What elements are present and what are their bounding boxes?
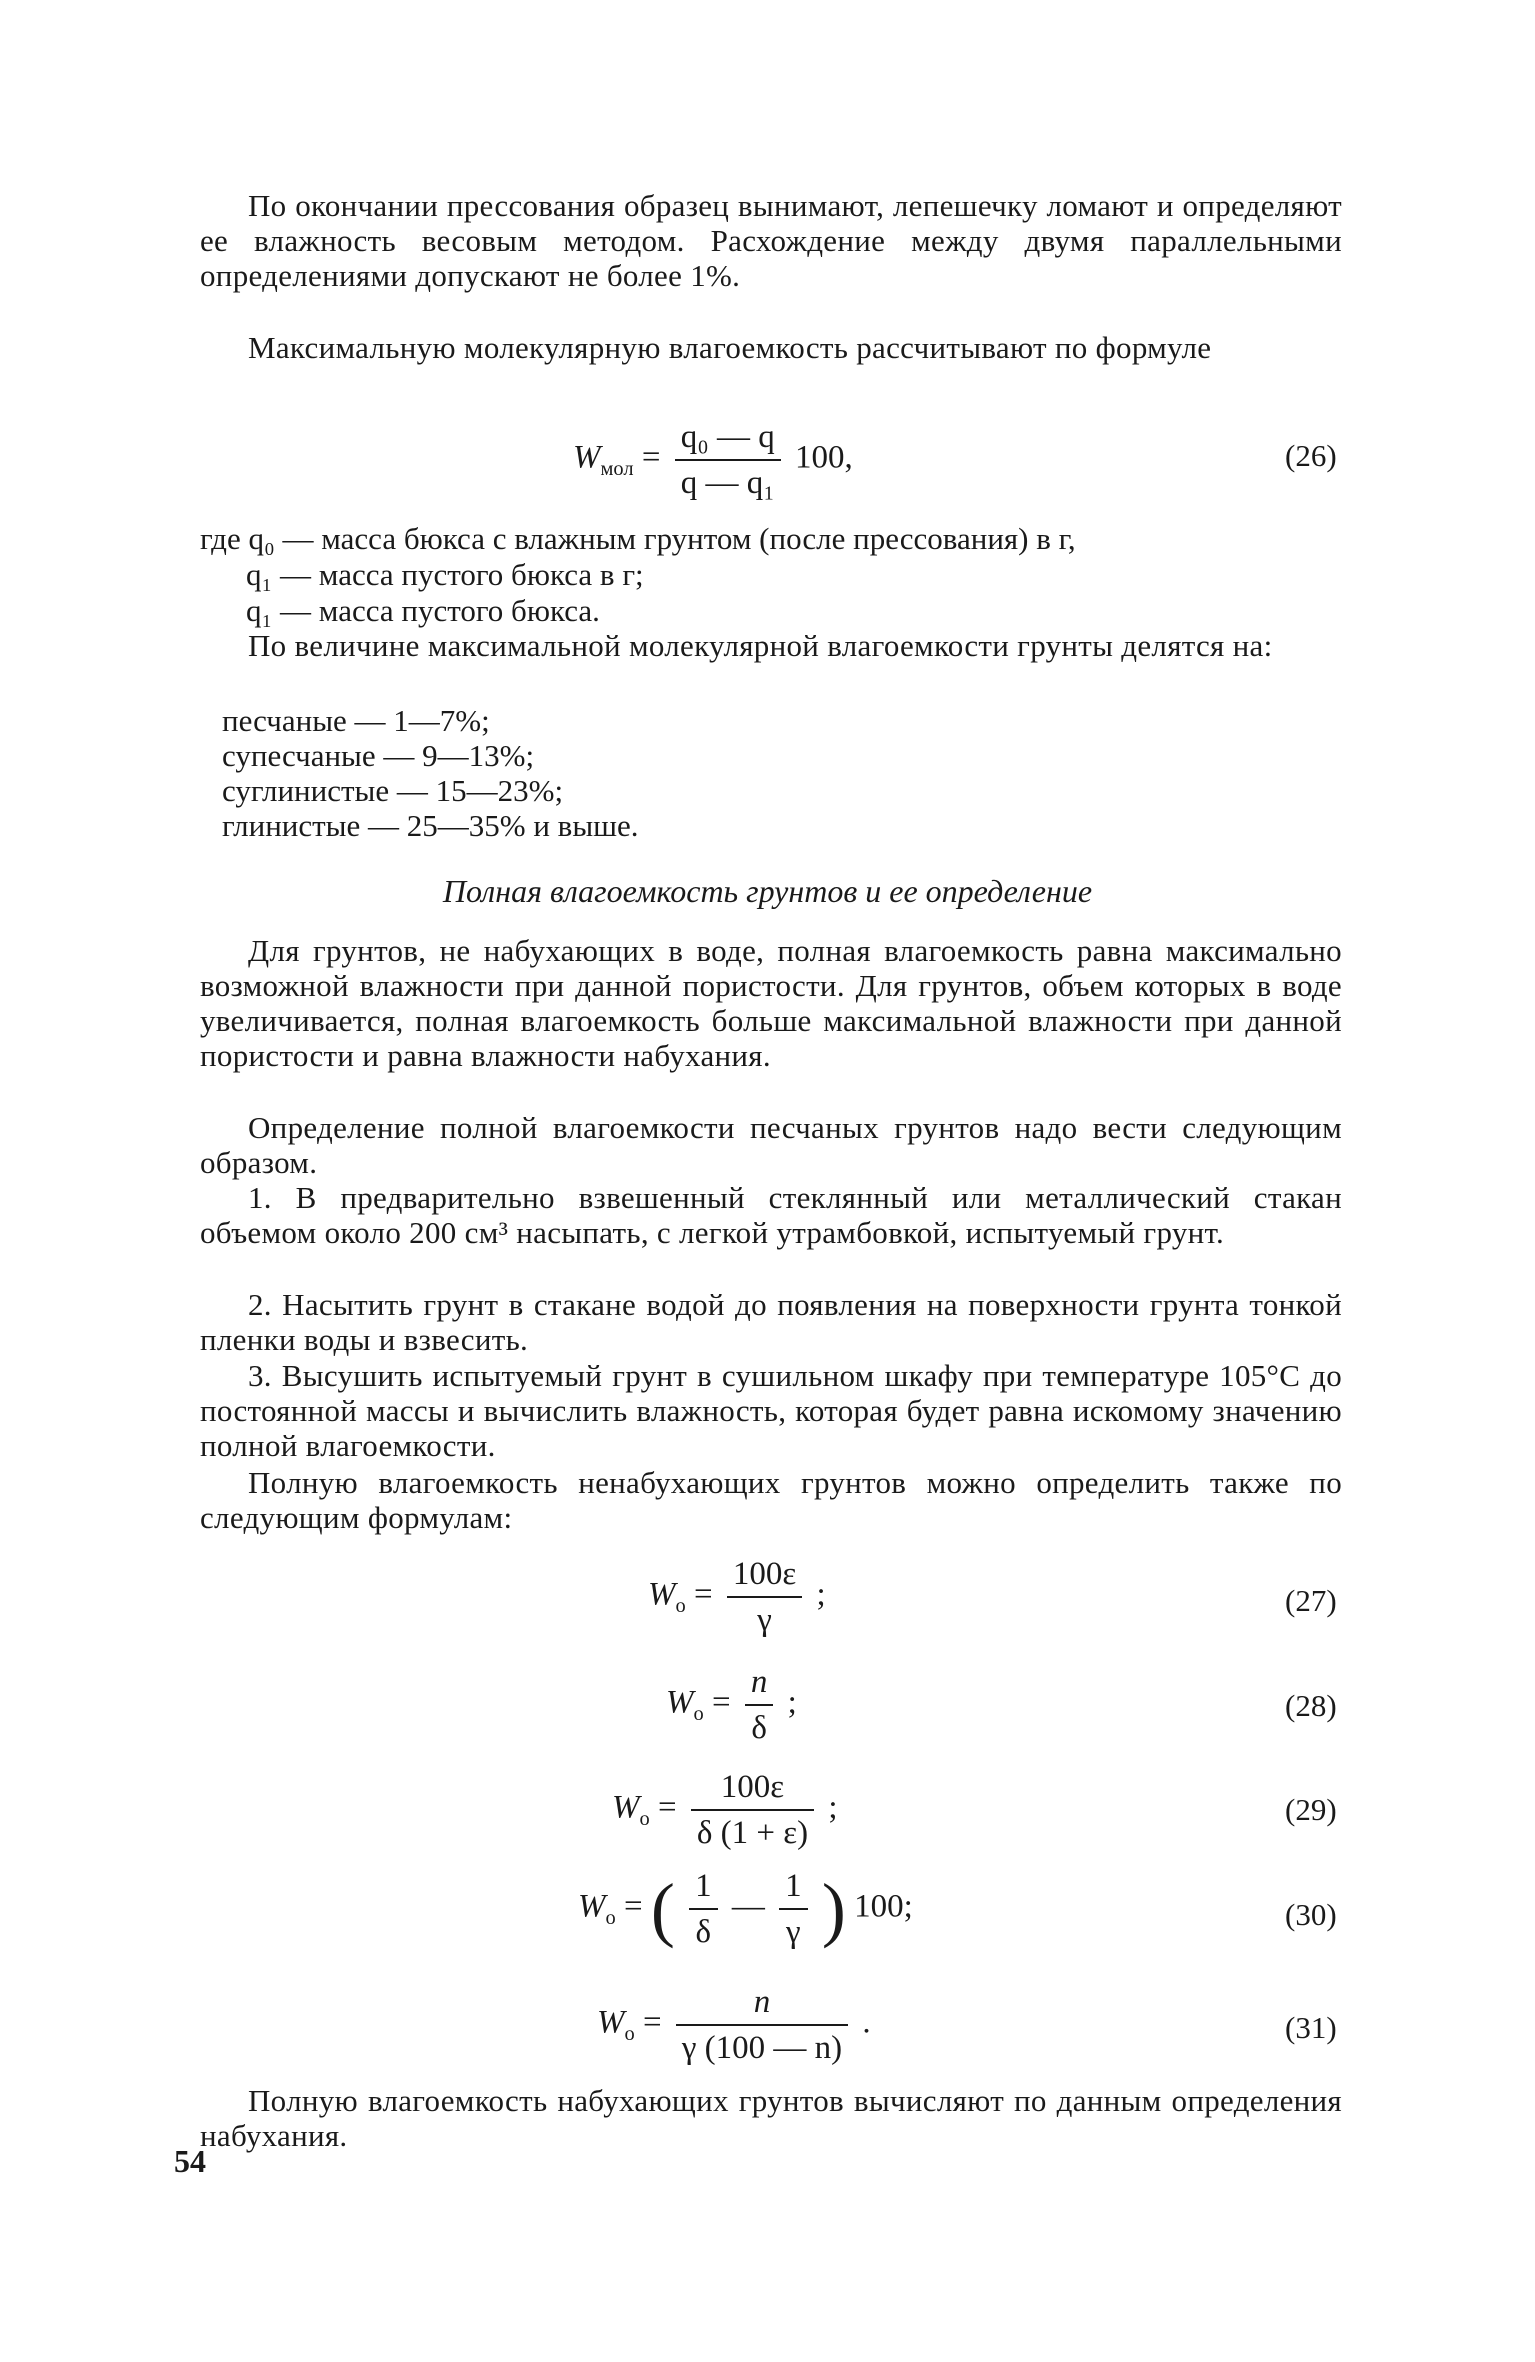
equation-number-30: (30) — [1285, 1897, 1337, 1932]
procedure-step-3: 3. Высушить испытуемый грунт в сушильном шкафу при температуре 105°С до постоянной массы и вычислить влажность, которая будет равна искомому значению полной влагоемкости. — [200, 1358, 1342, 1463]
formula-27: $W_о$ = $\frac{100\varepsilon}{\gamma}$ ; — [648, 1556, 826, 1638]
paragraph-pressing: По окончании прессования образец вынимают, лепешечку ломают и определяют ее влажность весовым методом. Расхождение между двумя параллельными определениями допускают не более 1%. — [200, 188, 1342, 293]
formula-27-lhs: W — [648, 1576, 676, 1613]
formula-29-numerator: 100ε — [691, 1768, 814, 1811]
formula-26-factor: 100, — [794, 439, 853, 476]
formula-31-numerator: n — [676, 1983, 848, 2026]
classification-item-loam: суглинистые — 15—23%; — [222, 773, 564, 808]
equation-number-28: (28) — [1285, 1688, 1337, 1723]
where-line-2: q₁ — масса пустого бюкса в г; — [246, 557, 644, 592]
formula-28-tail: ; — [787, 1684, 797, 1721]
formula-29-tail: ; — [828, 1789, 838, 1826]
formula-30: $W_о$ = ( $\frac{1}{\delta}$ — $\frac{1}{\gamma}$ ) 100; — [578, 1868, 913, 1950]
formula-28-lhs-sub: о — [693, 1703, 704, 1726]
formula-30-minus: — — [731, 1888, 765, 1925]
formula-27-tail: ; — [816, 1576, 826, 1613]
formula-29-fraction — [691, 1768, 814, 1852]
formula-31-lhs: W — [597, 2004, 625, 2041]
formula-28-fraction — [745, 1663, 774, 1747]
formula-28-denominator: δ — [751, 1710, 767, 1746]
procedure-step-2: 2. Насытить грунт в стакане водой до появления на поверхности грунта тонкой пленки воды и взвесить. — [200, 1287, 1342, 1357]
formula-27-lhs-sub: о — [675, 1595, 686, 1618]
formula-30-numerator-2: 1 — [779, 1867, 808, 1910]
formula-29-lhs: W — [612, 1789, 640, 1826]
formula-26-lhs: W — [573, 439, 601, 476]
formula-26: $W_{мол}$ = $\frac{\text{q₀ — q}}{\text{q — q₁}}$ 100, — [573, 419, 853, 501]
equation-number-31: (31) — [1285, 2010, 1337, 2045]
formula-30-tail: 100; — [854, 1888, 913, 1925]
formula-30-lhs: W — [578, 1888, 606, 1925]
formula-27-numerator: 100ε — [727, 1555, 802, 1598]
formula-31-fraction — [676, 1983, 848, 2067]
formula-26-numerator: q₀ — q — [675, 418, 781, 461]
page-number: 54 — [174, 2143, 206, 2179]
formula-29: $W_о$ = $\frac{100\varepsilon}{\delta (1 + \varepsilon)}$ ; — [612, 1769, 838, 1851]
paragraph-swelling: Полную влагоемкость набухающих грунтов вычисляют по данным определения набухания. — [200, 2083, 1342, 2153]
formula-27-denominator: γ — [757, 1602, 772, 1638]
paragraph-procedure-intro: Определение полной влагоемкости песчаных грунтов надо вести следующим образом. — [200, 1110, 1342, 1180]
classification-item-clay: глинистые — 25—35% и выше. — [222, 808, 639, 843]
formula-27-fraction — [727, 1555, 802, 1639]
where-line-1: где q₀ — масса бюкса с влажным грунтом (после прессования) в г, — [200, 521, 1076, 556]
formula-31-denominator: γ (100 — n) — [681, 2030, 843, 2066]
classification-item-sandy-loam: супесчаные — 9—13%; — [222, 738, 535, 773]
formula-30-denominator-2: γ — [786, 1914, 801, 1950]
where-line-3: q₁ — масса пустого бюкса. — [246, 593, 600, 628]
classification-item-sand: песчаные — 1—7%; — [222, 703, 490, 738]
formula-28-lhs: W — [666, 1684, 694, 1721]
formula-30-fraction-1 — [689, 1867, 718, 1951]
section-heading: Полная влагоемкость грунтов и ее определение — [442, 873, 1093, 909]
equation-number-27: (27) — [1285, 1583, 1337, 1618]
formula-31-lhs-sub: о — [624, 2023, 635, 2046]
formula-29-lhs-sub: о — [639, 1808, 650, 1831]
paragraph-formula-intro: Максимальную молекулярную влагоемкость рассчитывают по формуле — [248, 330, 1212, 365]
formula-26-lhs-sub: мол — [600, 458, 634, 481]
formula-30-numerator-1: 1 — [689, 1867, 718, 1910]
equation-number-26: (26) — [1285, 438, 1337, 473]
formula-26-fraction — [675, 418, 781, 502]
procedure-step-1: 1. В предварительно взвешенный стеклянный или металлический стакан объемом около 200 см³ насыпать, с легкой утрамбовкой, испытуемый грунт. — [200, 1180, 1342, 1250]
formula-31-tail: . — [862, 2004, 871, 2041]
formula-30-denominator-1: δ — [695, 1914, 712, 1950]
formula-26-denominator: q — q₁ — [680, 465, 775, 501]
equation-number-29: (29) — [1285, 1792, 1337, 1827]
formula-31: $W_о$ = $\frac{n}{\gamma (100 — n)}$ . — [597, 1984, 871, 2066]
formula-28: $W_о$ = $\frac{n}{\delta}$ ; — [666, 1664, 797, 1746]
formula-29-denominator: δ (1 + ε) — [696, 1815, 809, 1851]
paragraph-full-capacity: Для грунтов, не набухающих в воде, полная влагоемкость равна максимально возможной влажности при данной пористости. Для грунтов, объем которых в воде увеличивается, полная влагоемкость больше максимальной влажности при данной пористости и равна влажности набухания. — [200, 933, 1342, 1073]
paragraph-formulas-intro: Полную влагоемкость ненабухающих грунтов можно определить также по следующим формулам: — [200, 1465, 1342, 1535]
formula-28-numerator: n — [745, 1663, 774, 1706]
formula-30-fraction-2 — [779, 1867, 808, 1951]
classification-intro: По величине максимальной молекулярной влагоемкости грунты делятся на: — [248, 628, 1273, 663]
formula-30-lhs-sub: о — [605, 1907, 616, 1930]
